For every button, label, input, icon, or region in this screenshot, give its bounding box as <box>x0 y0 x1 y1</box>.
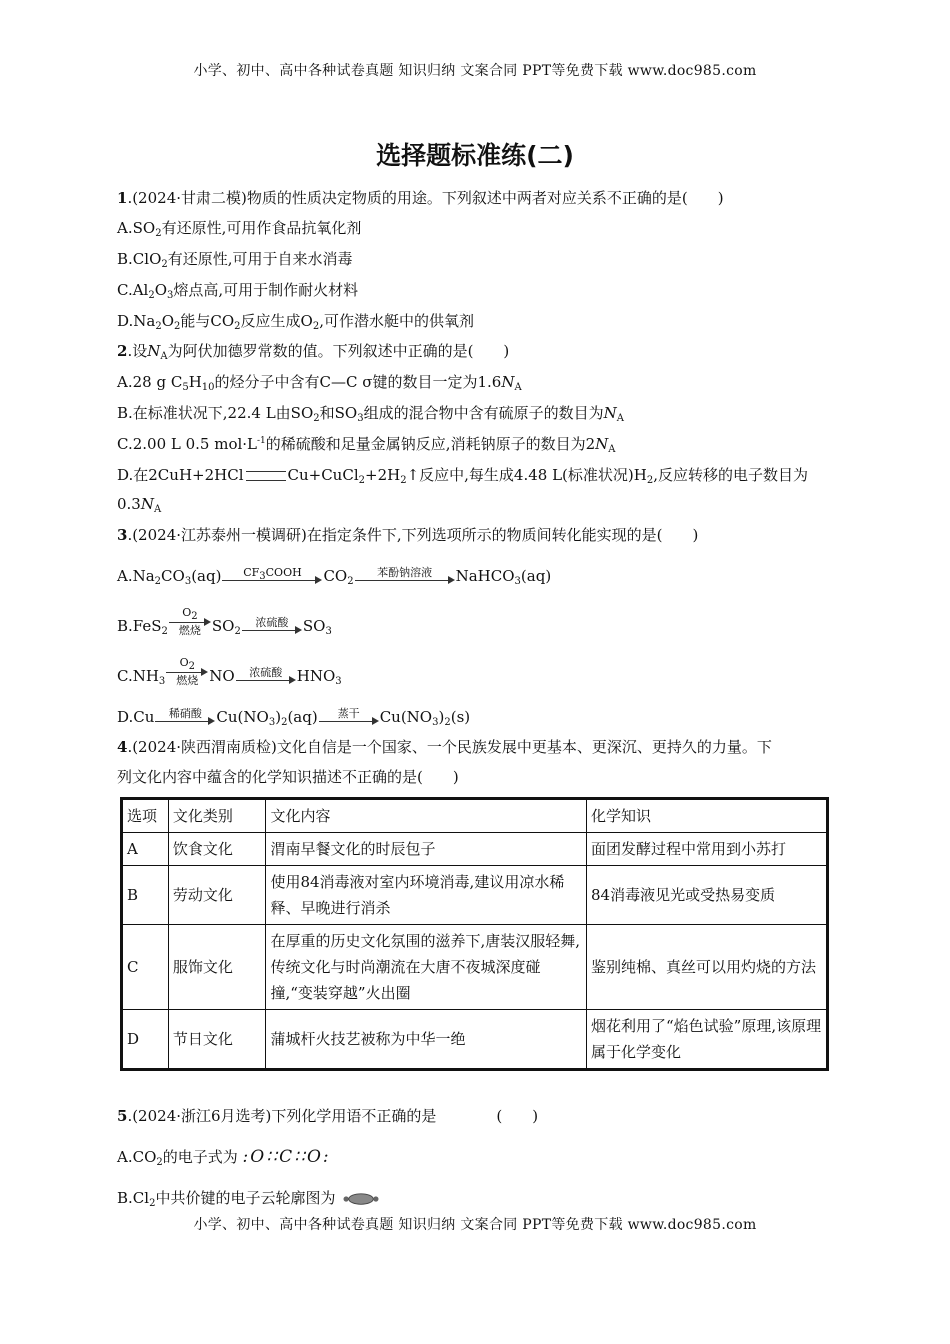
table-cell: 在厚重的历史文化氛围的滋养下,唐装汉服轻舞,传统文化与时尚潮流在大唐不夜城深度碰撞,“变装穿越”火出圈 <box>266 925 587 1010</box>
q1-option-d: $D.Na_2O_2$能与$CO_2$反应生成$O_2$,可作潜水艇中的供氧剂 <box>117 312 475 332</box>
q2-option-d-cont: $0.3N_A$ <box>117 495 162 515</box>
table-header-cell: 选项 <box>122 799 169 833</box>
reaction-arrow: $CF_3COOH$ <box>222 567 322 587</box>
table-header-row <box>122 799 828 833</box>
table-cell: 饮食文化 <box>168 833 266 866</box>
q1-option-b: B.ClO$_2$有还原性,可用于自来水消毒 <box>117 250 353 270</box>
table-header-cell: 化学知识 <box>587 799 828 833</box>
table-cell: 节日文化 <box>168 1010 266 1070</box>
table-cell: 84消毒液见光或受热易变质 <box>587 866 828 925</box>
co2-lewis-structure: :O∶∶C∶∶O: <box>242 1147 331 1167</box>
page-footer: 小学、初中、高中各种试卷真题 知识归纳 文案合同 PPT等免费下载 www.doc985.com <box>193 1217 757 1233</box>
equals-sign <box>246 471 286 481</box>
culture-chemistry-table <box>120 797 829 1071</box>
table-cell: A <box>122 833 169 866</box>
table-row <box>122 866 828 925</box>
page-title: 选择题标准练(二) <box>376 141 574 170</box>
q2-stem: 2.设$N_A$为阿伏加德罗常数的值。下列叙述中正确的是( ) <box>117 342 510 362</box>
table-cell: C <box>122 925 169 1010</box>
table-cell: 服饰文化 <box>168 925 266 1010</box>
q1-option-c: $C.Al_2O_3$熔点高,可用于制作耐火材料 <box>117 281 359 301</box>
q4-stem-line2: 列文化内容中蕴含的化学知识描述不正确的是( ) <box>117 768 459 786</box>
reaction-arrow: $O_2$ 燃烧 <box>169 617 211 637</box>
q1-option-a: $A.SO_2$有还原性,可用作食品抗氧化剂 <box>117 219 362 239</box>
table-cell: 蒲城杆火技艺被称为中华一绝 <box>266 1010 587 1070</box>
reaction-arrow: 稀硝酸 <box>155 708 215 728</box>
q3-option-a: $A.Na_2CO_3(aq)$ $CF_3COOH$ $CO_2$ 苯酚钠溶液 NaHCO$_3$(aq) <box>117 566 552 587</box>
table-cell: 烟花利用了“焰色试验”原理,该原理属于化学变化 <box>587 1010 828 1070</box>
q2-option-a: A.28 g $C_5H_{10}$的烃分子中含有C—C σ键的数目一定为$1.6N_A$ <box>117 373 522 393</box>
table-cell: 鉴别纯棉、真丝可以用灼烧的方法 <box>587 925 828 1010</box>
table-cell: D <box>122 1010 169 1070</box>
table-row <box>122 1010 828 1070</box>
q3-option-d: D.Cu 稀硝酸 $Cu(NO_3)_2(aq)$ 蒸干 $Cu(NO_3)_2(s)$ <box>117 707 471 728</box>
table-cell: B <box>122 866 169 925</box>
table-cell: 劳动文化 <box>168 866 266 925</box>
reaction-arrow: 浓硫酸 <box>242 617 302 637</box>
q3-option-b: B.FeS$_2$ $O_2$ 燃烧 $SO_2$ 浓硫酸 $SO_3$ <box>117 606 332 637</box>
q5-stem: 5.(2024·浙江6月选考)下列化学用语不正确的是 ( ) <box>117 1107 539 1125</box>
q2-option-b: B.在标准状况下,22.4 L由$SO_2$和$SO_3$组成的混合物中含有硫原子的数目为$N_A$ <box>117 404 624 424</box>
reaction-arrow: 苯酚钠溶液 <box>355 567 455 587</box>
table-header-cell: 文化内容 <box>266 799 587 833</box>
table-header-cell: 文化类别 <box>168 799 266 833</box>
page-header: 小学、初中、高中各种试卷真题 知识归纳 文案合同 PPT等免费下载 www.doc985.com <box>193 63 757 79</box>
q2-option-c: C.2.00 L 0.5 $mol\cdot L^{-1}$的稀硫酸和足量金属钠反应,消耗钠原子的数目为$2N_A$ <box>117 435 616 455</box>
table-cell: 使用84消毒液对室内环境消毒,建议用凉水稀释、早晚进行消杀 <box>266 866 587 925</box>
reaction-arrow: $O_2$ 燃烧 <box>166 667 208 687</box>
reaction-arrow: 蒸干 <box>319 708 379 728</box>
q4-stem-line1: 4.(2024·陕西渭南质检)文化自信是一个国家、一个民族发展中更基本、更深沉、更持久的力量。下 <box>117 738 772 756</box>
q5-option-a: $A.CO_2$的电子式为 :O∶∶C∶∶O: <box>117 1144 331 1170</box>
table-row <box>122 925 828 1010</box>
q3-stem: 3.(2024·江苏泰州一模调研)在指定条件下,下列选项所示的物质间转化能实现的是( ) <box>117 526 699 544</box>
table-cell: 面团发酵过程中常用到小苏打 <box>587 833 828 866</box>
table-row <box>122 833 828 866</box>
electron-cloud-icon <box>340 1192 382 1206</box>
q5-option-b: $B.Cl_2$中共价键的电子云轮廓图为 <box>117 1188 382 1208</box>
q2-option-d: D.在2CuH+2HCl $Cu+CuCl_2+2H_2↑$反应中,每生成4.48 L(标准状况)$H_2$,反应转移的电子数目为 <box>117 466 808 486</box>
table-cell: 渭南早餐文化的时辰包子 <box>266 833 587 866</box>
q1-stem: 1.(2024·甘肃二模)物质的性质决定物质的用途。下列叙述中两者对应关系不正确的是( ) <box>117 189 724 207</box>
q3-option-c: $C.NH_3$ $O_2$ 燃烧 NO 浓硫酸 $HNO_3$ <box>117 656 342 687</box>
reaction-arrow: 浓硫酸 <box>236 667 296 687</box>
